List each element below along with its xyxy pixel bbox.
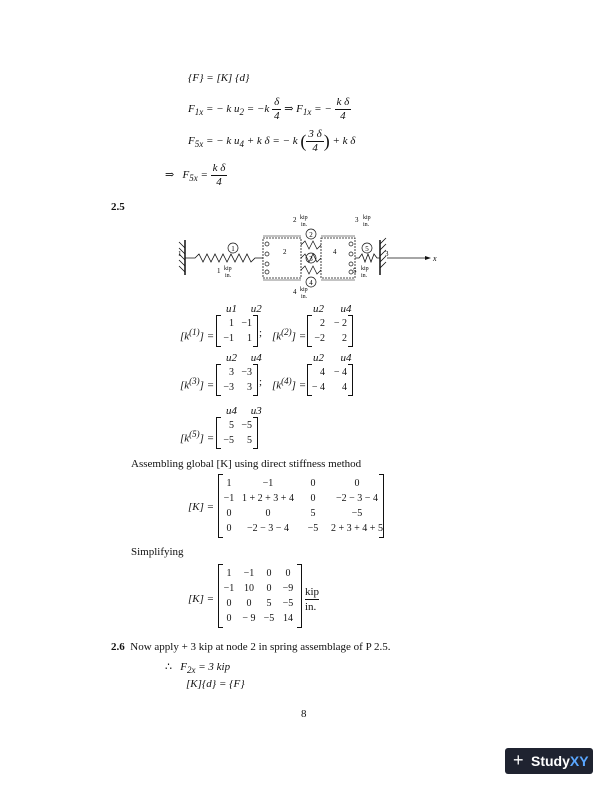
K-full-cell: 0 bbox=[310, 493, 316, 504]
k5-value: 5 bbox=[353, 267, 357, 275]
separator: ; bbox=[259, 376, 263, 388]
k4-cell: 4 bbox=[342, 382, 347, 393]
page-number: 8 bbox=[301, 708, 307, 720]
k4-value: 4 bbox=[293, 288, 297, 296]
k5-col-labels: u4 u3 bbox=[226, 405, 262, 417]
K-full-cell: 0 bbox=[265, 508, 271, 519]
k1-label: $[k^{(1)}]$ = bbox=[180, 327, 215, 343]
k3-value: 3 bbox=[355, 216, 359, 224]
K-simple-cell: − 9 bbox=[242, 613, 256, 624]
k5-cell: 5 bbox=[247, 435, 252, 446]
K-full-label: [K] = bbox=[188, 501, 215, 513]
k1-unit-in: in. bbox=[225, 273, 232, 279]
K-full-cell: 2 + 3 + 4 + 5 bbox=[331, 523, 383, 534]
equation-f1x: $F_{1x}$ = − k $u_2 = -k$ $\frac{\delta}{4}$ ⇒ $F_{1x}$ = − $\frac{\text{k δ}}{4}$ bbox=[188, 96, 350, 122]
element-label-4: 4 bbox=[309, 279, 313, 287]
K-simple-cell: 0 bbox=[226, 598, 232, 609]
k1-cell: −1 bbox=[223, 333, 234, 344]
k4-cell: − 4 bbox=[333, 367, 347, 378]
section-2-6: 2.6 Now apply + 3 kip at node 2 in spring assemblage of P 2.5. bbox=[111, 641, 391, 653]
K-full-cell: 0 bbox=[226, 523, 232, 534]
K-full-cell: 5 bbox=[310, 508, 316, 519]
node-label-1: 1 bbox=[178, 250, 182, 258]
K-simple-label: [K] = bbox=[188, 593, 215, 605]
k2-col-labels: u2 u4 bbox=[313, 303, 352, 315]
k1-unit-kip: kip bbox=[224, 266, 232, 272]
K-simple-cell: 0 bbox=[266, 568, 272, 579]
K-simple-cell: −9 bbox=[282, 583, 294, 594]
k3-cell: −3 bbox=[223, 382, 234, 393]
K-full-cell: −5 bbox=[351, 508, 363, 519]
k2-cell: −2 bbox=[314, 333, 325, 344]
K-simple-cell: 0 bbox=[285, 568, 291, 579]
f2x-equation: ∴ $F_{2x} = 3$ kip bbox=[165, 661, 231, 676]
k2-cell: − 2 bbox=[333, 318, 347, 329]
K-units: kip in. bbox=[305, 586, 320, 613]
k4-cell: 4 bbox=[320, 367, 325, 378]
K-full-cell: 0 bbox=[354, 478, 360, 489]
k2-cell: 2 bbox=[342, 333, 347, 344]
K-simple-cell: 0 bbox=[246, 598, 252, 609]
k5-unit-in: in. bbox=[361, 273, 368, 279]
k4-label: $[k^{(4)}]$ = bbox=[272, 376, 307, 392]
K-full-cell: −2 − 3 − 4 bbox=[247, 523, 289, 534]
K-full-cell: −5 bbox=[307, 523, 319, 534]
element-label-2: 2 bbox=[309, 231, 313, 239]
element-label-3: 3 bbox=[309, 255, 313, 263]
k3-cell: 3 bbox=[229, 367, 234, 378]
k5-cell: 5 bbox=[229, 420, 234, 431]
K-simple-cell: −5 bbox=[282, 598, 294, 609]
plus-icon: + bbox=[513, 750, 524, 770]
K-full-cell: −1 bbox=[223, 493, 235, 504]
K-simple-cell: −1 bbox=[243, 568, 255, 579]
badge-text: StudyXY bbox=[531, 753, 589, 769]
equation-fkd: {F} = [K] {d} bbox=[188, 72, 250, 84]
element-label-1: 1 bbox=[231, 245, 235, 253]
k1-col-labels: u1 u2 bbox=[226, 303, 262, 315]
element-label-5: 5 bbox=[365, 245, 369, 253]
K-simple-cell: −5 bbox=[263, 613, 275, 624]
k4-unit-kip: kip bbox=[300, 287, 308, 293]
k5-unit-kip: kip bbox=[361, 266, 369, 272]
K-simple-cell: 0 bbox=[266, 583, 272, 594]
k1-cell: 1 bbox=[229, 318, 234, 329]
k3-label: $[k^{(3)}]$ = bbox=[180, 376, 215, 392]
axis-label-x: x bbox=[433, 254, 437, 263]
k2-unit-kip: kip bbox=[300, 215, 308, 221]
k1-cell: 1 bbox=[247, 333, 252, 344]
k2-cell: 2 bbox=[320, 318, 325, 329]
K-simple-cell: 10 bbox=[244, 583, 254, 594]
K-full-cell: 0 bbox=[310, 478, 316, 489]
K-full-cell: 1 + 2 + 3 + 4 bbox=[242, 493, 294, 504]
k5-cell: −5 bbox=[223, 435, 234, 446]
k1-value: 1 bbox=[217, 267, 221, 275]
K-simple-cell: 14 bbox=[283, 613, 293, 624]
k3-cell: −3 bbox=[241, 367, 252, 378]
separator: ; bbox=[259, 327, 263, 339]
K-simple-cell: 5 bbox=[266, 598, 272, 609]
node-label-2: 2 bbox=[283, 248, 287, 256]
K-full-cell: 1 bbox=[226, 478, 232, 489]
k3-unit-in: in. bbox=[363, 222, 370, 228]
k4-unit-in: in. bbox=[301, 294, 308, 300]
K-simple-cell: 0 bbox=[226, 613, 232, 624]
equation-f5x: $F_{5x}$ = − k $u_4 + k$ δ = − k ( $\frac{3 \delta}{4}$ ) + k δ bbox=[188, 128, 356, 154]
k5-cell: −5 bbox=[241, 420, 252, 431]
spring-assemblage-figure bbox=[175, 210, 445, 305]
simplifying-text: Simplifying bbox=[131, 546, 184, 558]
k2-label: $[k^{(2)}]$ = bbox=[272, 327, 307, 343]
k4-col-labels: u2 u4 bbox=[313, 352, 352, 364]
k2-value: 2 bbox=[293, 216, 297, 224]
k2-unit-in: in. bbox=[301, 222, 308, 228]
k4-cell: − 4 bbox=[311, 382, 325, 393]
k5-label: $[k^{(5)}]$ = bbox=[180, 429, 215, 445]
equation-f5x-final: ⇒ $F_{5x}$ = $\frac{\text{k δ}}{4}$ bbox=[165, 162, 226, 188]
node-label-3: 3 bbox=[385, 250, 389, 258]
assembling-text: Assembling global [K] using direct stiffness method bbox=[131, 458, 362, 470]
kdf-equation: [K]{d} = {F} bbox=[186, 678, 245, 690]
k3-unit-kip: kip bbox=[363, 215, 371, 221]
K-full-cell: 0 bbox=[226, 508, 232, 519]
studyxy-badge[interactable] bbox=[505, 748, 593, 774]
node-label-4: 4 bbox=[333, 248, 337, 256]
k3-cell: 3 bbox=[247, 382, 252, 393]
section-2-5-heading: 2.5 bbox=[111, 201, 125, 213]
K-simple-cell: −1 bbox=[223, 583, 235, 594]
K-simple-cell: 1 bbox=[226, 568, 232, 579]
k1-cell: −1 bbox=[241, 318, 252, 329]
k3-col-labels: u2 u4 bbox=[226, 352, 262, 364]
K-full-cell: −1 bbox=[262, 478, 274, 489]
K-full-cell: −2 − 3 − 4 bbox=[336, 493, 378, 504]
